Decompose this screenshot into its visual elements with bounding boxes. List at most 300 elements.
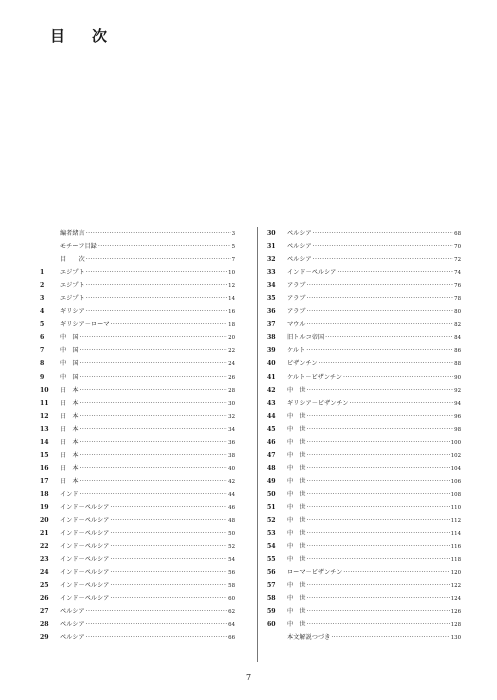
entry-number: 56 bbox=[267, 569, 276, 577]
entry-body bbox=[287, 449, 461, 463]
dot-leader bbox=[80, 331, 228, 344]
toc-entry bbox=[267, 305, 461, 318]
entry-number: 5 bbox=[40, 321, 45, 329]
entry-page: 46 bbox=[228, 504, 235, 511]
entry-body bbox=[60, 618, 235, 632]
entry-number: 30 bbox=[267, 230, 276, 237]
dot-leader bbox=[331, 631, 449, 644]
entry-number: 9 bbox=[40, 373, 45, 381]
entry-number: 6 bbox=[40, 334, 45, 342]
entry-title: インド－ペルシア bbox=[60, 543, 110, 551]
dot-leader bbox=[80, 449, 228, 462]
entry-body bbox=[60, 292, 235, 306]
entry-page: 38 bbox=[228, 452, 235, 459]
entry-page: 118 bbox=[450, 557, 461, 564]
entry-body bbox=[287, 605, 461, 619]
entry-number: 59 bbox=[267, 608, 276, 616]
entry-number: 34 bbox=[267, 282, 276, 290]
entry-body bbox=[287, 305, 461, 319]
entry-number: 44 bbox=[267, 412, 276, 420]
entry-page: 52 bbox=[228, 544, 235, 551]
entry-page: 66 bbox=[228, 635, 235, 642]
entry-body bbox=[60, 410, 235, 424]
dot-leader bbox=[80, 397, 228, 410]
entry-page: 80 bbox=[454, 309, 461, 316]
entry-body bbox=[60, 605, 235, 619]
toc-right-column bbox=[267, 227, 461, 645]
entry-title: 中 世 bbox=[287, 530, 306, 538]
entry-page: 112 bbox=[450, 518, 461, 525]
toc-entry bbox=[267, 227, 461, 240]
entry-page: 40 bbox=[228, 465, 235, 472]
entry-number: 11 bbox=[40, 399, 49, 407]
dot-leader bbox=[98, 240, 231, 253]
entry-body bbox=[287, 488, 461, 502]
entry-title: 中 世 bbox=[287, 621, 306, 629]
entry-number: 3 bbox=[40, 295, 45, 303]
entry-page: 62 bbox=[228, 609, 235, 616]
entry-body bbox=[287, 566, 461, 580]
entry-number: 53 bbox=[267, 530, 276, 538]
entry-number: 1 bbox=[40, 269, 45, 277]
entry-body bbox=[287, 371, 461, 385]
entry-title: エジプト bbox=[60, 295, 85, 303]
toc-entry bbox=[40, 331, 235, 344]
entry-page: 76 bbox=[454, 283, 461, 290]
entry-title: アラブ bbox=[287, 295, 306, 303]
entry-title: インド－ペルシア bbox=[60, 595, 110, 603]
entry-body bbox=[60, 279, 235, 293]
entry-title: ペルシア bbox=[287, 243, 312, 251]
entry-page: 130 bbox=[450, 635, 461, 642]
entry-title: インド－ペルシア bbox=[60, 556, 110, 564]
entry-title: 中 世 bbox=[287, 595, 306, 603]
entry-number: 41 bbox=[267, 373, 276, 381]
entry-page: 124 bbox=[450, 596, 461, 603]
entry-number: 2 bbox=[40, 282, 45, 290]
entry-title: 日 本 bbox=[60, 425, 79, 433]
entry-body bbox=[60, 462, 235, 476]
entry-number: 24 bbox=[40, 569, 49, 577]
entry-body bbox=[60, 501, 235, 515]
dot-leader bbox=[110, 553, 227, 566]
toc-entry bbox=[40, 631, 235, 644]
entry-body bbox=[60, 371, 235, 385]
toc-entry bbox=[40, 410, 235, 423]
entry-page: 102 bbox=[450, 452, 461, 459]
dot-leader bbox=[307, 384, 454, 397]
entry-title: 日 本 bbox=[60, 412, 79, 420]
dot-leader bbox=[86, 253, 231, 266]
entry-page: 104 bbox=[450, 465, 461, 472]
entry-page: 100 bbox=[450, 439, 461, 446]
toc-entry bbox=[40, 449, 235, 462]
dot-leader bbox=[80, 371, 228, 384]
dot-leader bbox=[80, 344, 228, 357]
dot-leader bbox=[80, 475, 228, 488]
entry-body bbox=[287, 344, 461, 358]
dot-leader bbox=[307, 475, 450, 488]
entry-title: ケルト bbox=[287, 347, 306, 355]
entry-page: 86 bbox=[454, 348, 461, 355]
toc-entry bbox=[267, 553, 461, 566]
dot-leader bbox=[307, 553, 450, 566]
entry-page: 12 bbox=[228, 283, 235, 290]
toc-entry bbox=[40, 384, 235, 397]
entry-page: 20 bbox=[228, 335, 235, 342]
toc-entry bbox=[267, 475, 461, 488]
toc-entry bbox=[40, 253, 235, 266]
entry-title: 日 本 bbox=[60, 399, 79, 407]
page-title: 目 次 bbox=[50, 27, 114, 45]
entry-title: アラブ bbox=[287, 282, 306, 290]
entry-page: 96 bbox=[454, 413, 461, 420]
entry-title: 中 世 bbox=[287, 543, 306, 551]
entry-title: ビザンチン bbox=[287, 360, 318, 368]
toc-entry bbox=[40, 292, 235, 305]
entry-body bbox=[60, 553, 235, 567]
toc-entry bbox=[40, 318, 235, 331]
entry-page: 122 bbox=[450, 583, 461, 590]
entry-title: インド bbox=[60, 490, 79, 498]
entry-title: 中 世 bbox=[287, 464, 306, 472]
dot-leader bbox=[110, 566, 227, 579]
dot-leader bbox=[313, 227, 454, 240]
entry-page: 90 bbox=[454, 374, 461, 381]
toc-entry bbox=[40, 579, 235, 592]
entry-body bbox=[287, 618, 461, 632]
entry-title: モチーフ目録 bbox=[60, 243, 97, 251]
dot-leader bbox=[319, 357, 454, 370]
entry-number: 15 bbox=[40, 451, 49, 459]
dot-leader bbox=[307, 462, 450, 475]
toc-entry bbox=[267, 384, 461, 397]
entry-body bbox=[60, 488, 235, 502]
entry-number: 46 bbox=[267, 438, 276, 446]
entry-page: 116 bbox=[450, 544, 461, 551]
toc-entry bbox=[267, 436, 461, 449]
entry-page: 34 bbox=[228, 426, 235, 433]
toc-entry bbox=[267, 592, 461, 605]
entry-body bbox=[287, 553, 461, 567]
entry-title: ペルシア bbox=[60, 608, 85, 616]
dot-leader bbox=[307, 423, 454, 436]
toc-entry bbox=[40, 540, 235, 553]
entry-number: 33 bbox=[267, 269, 276, 277]
entry-number: 36 bbox=[267, 308, 276, 316]
toc-entry bbox=[267, 371, 461, 384]
entry-body bbox=[60, 566, 235, 580]
dot-leader bbox=[307, 305, 454, 318]
entry-page: 50 bbox=[228, 531, 235, 538]
entry-title: インド－ペルシア bbox=[60, 569, 110, 577]
entry-title: 中 世 bbox=[287, 556, 306, 564]
toc-entry bbox=[40, 488, 235, 501]
entry-page: 72 bbox=[454, 257, 461, 264]
entry-page: 74 bbox=[454, 270, 461, 277]
entry-page: 110 bbox=[450, 504, 461, 511]
entry-number: 37 bbox=[267, 321, 276, 329]
entry-number: 4 bbox=[40, 308, 45, 316]
entry-body bbox=[287, 592, 461, 606]
entry-number: 38 bbox=[267, 334, 276, 342]
entry-page: 42 bbox=[228, 478, 235, 485]
dot-leader bbox=[110, 501, 227, 514]
entry-body bbox=[60, 240, 235, 254]
entry-page: 84 bbox=[454, 335, 461, 342]
entry-title: 日 本 bbox=[60, 464, 79, 472]
entry-title: 日 本 bbox=[60, 451, 79, 459]
entry-number: 60 bbox=[267, 621, 276, 629]
entry-number: 25 bbox=[40, 582, 49, 590]
entry-page: 28 bbox=[228, 387, 235, 394]
entry-page: 120 bbox=[450, 570, 461, 577]
toc-entry bbox=[40, 227, 235, 240]
entry-title: ギリシア bbox=[60, 308, 85, 316]
entry-page: 44 bbox=[228, 491, 235, 498]
dot-leader bbox=[86, 605, 228, 618]
entry-body bbox=[287, 579, 461, 593]
toc-entry bbox=[267, 462, 461, 475]
dot-leader bbox=[313, 240, 454, 253]
toc-entry bbox=[40, 605, 235, 618]
dot-leader bbox=[80, 488, 228, 501]
entry-title: 中 世 bbox=[287, 425, 306, 433]
entry-number: 54 bbox=[267, 543, 276, 551]
dot-leader bbox=[110, 592, 227, 605]
toc-entry bbox=[267, 618, 461, 631]
entry-page: 60 bbox=[228, 596, 235, 603]
entry-body bbox=[60, 631, 235, 645]
dot-leader bbox=[110, 527, 227, 540]
toc-entry bbox=[267, 266, 461, 279]
entry-body bbox=[287, 514, 461, 528]
dot-leader bbox=[86, 279, 227, 292]
toc-entry bbox=[267, 253, 461, 266]
entry-title: 中 世 bbox=[287, 490, 306, 498]
dot-leader bbox=[111, 318, 228, 331]
entry-number: 47 bbox=[267, 451, 276, 459]
entry-number: 52 bbox=[267, 517, 276, 525]
entry-page: 32 bbox=[228, 413, 235, 420]
entry-number: 40 bbox=[267, 360, 276, 368]
toc-entry bbox=[40, 553, 235, 566]
dot-leader bbox=[306, 318, 453, 331]
entry-page: 10 bbox=[228, 270, 235, 277]
toc-entry bbox=[267, 540, 461, 553]
entry-number: 57 bbox=[267, 582, 276, 590]
entry-number: 45 bbox=[267, 425, 276, 433]
entry-title: 中 世 bbox=[287, 386, 306, 394]
entry-body bbox=[60, 384, 235, 398]
entry-title: 中 世 bbox=[287, 477, 306, 485]
toc-entry bbox=[40, 475, 235, 488]
toc-entry bbox=[40, 344, 235, 357]
toc-entry bbox=[267, 501, 461, 514]
entry-number: 31 bbox=[267, 243, 276, 251]
entry-page: 82 bbox=[454, 322, 461, 329]
dot-leader bbox=[343, 566, 449, 579]
entry-body bbox=[60, 305, 235, 319]
entry-number: 21 bbox=[40, 530, 49, 538]
dot-leader bbox=[343, 371, 453, 384]
entry-page: 70 bbox=[454, 244, 461, 251]
entry-body bbox=[287, 475, 461, 489]
entry-body bbox=[60, 449, 235, 463]
toc-entry bbox=[40, 305, 235, 318]
entry-body bbox=[287, 540, 461, 554]
entry-body bbox=[287, 631, 461, 645]
entry-title: ペルシア bbox=[60, 621, 85, 629]
entry-body bbox=[287, 279, 461, 293]
entry-page: 36 bbox=[228, 439, 235, 446]
entry-title: ギリシア－ビザンチン bbox=[287, 399, 349, 407]
entry-body bbox=[60, 436, 235, 450]
entry-body bbox=[287, 410, 461, 424]
toc-entry bbox=[40, 423, 235, 436]
entry-body bbox=[60, 331, 235, 345]
entry-body bbox=[60, 357, 235, 371]
toc-left-column bbox=[40, 227, 235, 645]
toc-entry bbox=[267, 279, 461, 292]
dot-leader bbox=[80, 423, 228, 436]
entry-page: 56 bbox=[228, 570, 235, 577]
entry-title: 中 世 bbox=[287, 608, 306, 616]
toc-entry bbox=[40, 397, 235, 410]
entry-number: 51 bbox=[267, 503, 276, 511]
dot-leader bbox=[307, 527, 450, 540]
entry-title: 目 次 bbox=[60, 256, 85, 264]
toc-entry bbox=[267, 566, 461, 579]
dot-leader bbox=[110, 540, 227, 553]
toc-entry bbox=[40, 266, 235, 279]
entry-number: 39 bbox=[267, 347, 276, 355]
entry-number: 23 bbox=[40, 556, 49, 564]
dot-leader bbox=[86, 618, 228, 631]
toc-entry bbox=[267, 292, 461, 305]
entry-number: 12 bbox=[40, 412, 49, 420]
toc-entry bbox=[40, 357, 235, 370]
entry-number: 48 bbox=[267, 464, 276, 472]
dot-leader bbox=[80, 410, 228, 423]
dot-leader bbox=[349, 397, 453, 410]
entry-body bbox=[287, 331, 461, 345]
toc-entry bbox=[267, 527, 461, 540]
dot-leader bbox=[306, 344, 453, 357]
entry-body bbox=[287, 240, 461, 254]
entry-body bbox=[287, 384, 461, 398]
entry-body bbox=[60, 592, 235, 606]
dot-leader bbox=[110, 514, 227, 527]
entry-body bbox=[287, 462, 461, 476]
entry-page: 3 bbox=[231, 231, 235, 237]
toc-entry bbox=[267, 344, 461, 357]
entry-title: 旧トルコ帝国 bbox=[287, 334, 325, 342]
entry-title: ペルシア bbox=[60, 634, 85, 642]
entry-title: ペルシア bbox=[287, 256, 312, 264]
dot-leader bbox=[307, 410, 454, 423]
dot-leader bbox=[80, 462, 228, 475]
entry-body bbox=[287, 423, 461, 437]
entry-page: 114 bbox=[450, 531, 461, 538]
entry-page: 64 bbox=[228, 622, 235, 629]
entry-number: 42 bbox=[267, 386, 276, 394]
entry-title: ケルト－ビザンチン bbox=[287, 373, 342, 381]
entry-page: 128 bbox=[450, 622, 461, 629]
entry-body bbox=[60, 527, 235, 541]
entry-number: 28 bbox=[40, 621, 49, 629]
entry-number: 58 bbox=[267, 595, 276, 603]
entry-body bbox=[287, 527, 461, 541]
entry-page: 78 bbox=[454, 296, 461, 303]
entry-number: 22 bbox=[40, 543, 49, 551]
toc-entry bbox=[40, 618, 235, 631]
column-divider bbox=[257, 227, 258, 662]
entry-page: 48 bbox=[228, 518, 235, 525]
dot-leader bbox=[307, 436, 450, 449]
dot-leader bbox=[307, 501, 450, 514]
entry-number: 7 bbox=[40, 347, 45, 355]
entry-page: 106 bbox=[450, 478, 461, 485]
entry-number: 26 bbox=[40, 595, 49, 603]
toc-entry bbox=[267, 423, 461, 436]
toc-entry bbox=[40, 371, 235, 384]
entry-title: 中 世 bbox=[287, 451, 306, 459]
toc-entry bbox=[267, 631, 461, 644]
entry-number: 18 bbox=[40, 490, 49, 498]
entry-number: 13 bbox=[40, 425, 49, 433]
dot-leader bbox=[80, 357, 228, 370]
dot-leader bbox=[86, 227, 231, 240]
toc-entry bbox=[267, 449, 461, 462]
dot-leader bbox=[307, 292, 454, 305]
entry-body bbox=[60, 318, 235, 332]
entry-page: 98 bbox=[454, 426, 461, 433]
entry-title: 中 世 bbox=[287, 582, 306, 590]
entry-number: 17 bbox=[40, 477, 49, 485]
entry-title: インド－ペルシア bbox=[60, 517, 110, 525]
toc-entry bbox=[267, 410, 461, 423]
dot-leader bbox=[86, 631, 228, 644]
toc-entry bbox=[267, 357, 461, 370]
entry-title: 中 国 bbox=[60, 360, 79, 368]
dot-leader bbox=[307, 449, 450, 462]
entry-page: 24 bbox=[228, 361, 235, 368]
entry-title: 中 国 bbox=[60, 373, 79, 381]
toc-entry bbox=[267, 240, 461, 253]
entry-title: ローマ－ビザンチン bbox=[287, 569, 343, 577]
entry-body bbox=[60, 475, 235, 489]
entry-page: 7 bbox=[231, 257, 235, 264]
entry-body bbox=[60, 397, 235, 411]
entry-number: 49 bbox=[267, 477, 276, 485]
entry-title: インド－ペルシア bbox=[287, 269, 337, 277]
entry-number: 27 bbox=[40, 608, 49, 616]
entry-number: 29 bbox=[40, 634, 49, 642]
dot-leader bbox=[307, 618, 450, 631]
entry-title: インド－ペルシア bbox=[60, 503, 110, 511]
entry-title: 中 世 bbox=[287, 412, 306, 420]
toc-entry bbox=[267, 488, 461, 501]
dot-leader bbox=[307, 605, 450, 618]
entry-title: インド－ペルシア bbox=[60, 530, 110, 538]
toc-entry bbox=[267, 579, 461, 592]
entry-title: 中 世 bbox=[287, 503, 306, 511]
entry-page: 5 bbox=[231, 244, 235, 251]
entry-number: 10 bbox=[40, 386, 49, 394]
dot-leader bbox=[313, 253, 454, 266]
entry-title: マウル bbox=[287, 321, 306, 329]
